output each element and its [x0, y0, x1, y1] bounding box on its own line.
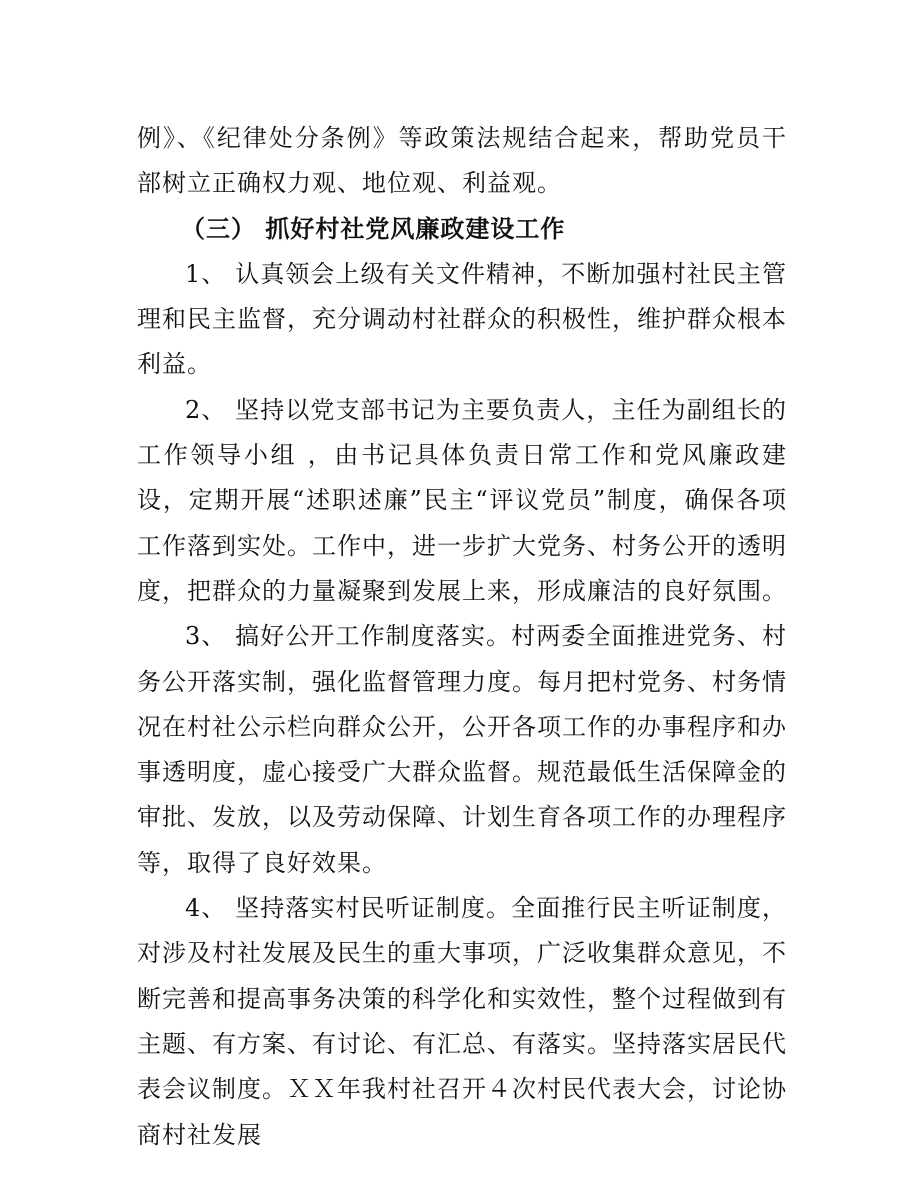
document-body	[137, 116, 787, 1158]
continuation-paragraph: 例》、《纪律处分条例》等政策法规结合起来，帮助党员干部树立正确权力观、地位观、利益观。	[137, 124, 787, 198]
paragraph-item-2: 2、 坚持以党支部书记为主要负责人，主任为副组长的工作领导小组 ，由书记具体负责日常工作和党风廉政建设，定期开展“述职述廉”民主“评议党员”制度，确保各项工作落到实处。工作中，进一步扩大党务、村务公开的透明度，把群众的力量凝聚到发展上来，形成廉洁的良好氛围。	[137, 395, 787, 605]
paragraph-item-1: 1、 认真领会上级有关文件精神，不断加强村社民主管理和民主监督，充分调动村社群众的积极性，维护群众根本利益。	[137, 259, 787, 379]
paragraph-item-3: 3、 搞好公开工作制度落实。村两委全面推进党务、村务公开落实制，强化监督管理力度。每月把村党务、村务情况在村社公示栏向群众公开，公开各项工作的办事程序和办事透明度，虚心接受广大群众监督。规范最低生活保障金的审批、发放，以及劳动保障、计划生育各项工作的办理程序等，取得了良好效果。	[137, 622, 787, 877]
section-heading: （三） 抓好村社党风廉政建设工作	[181, 214, 566, 243]
paragraph-item-4: 4、 坚持落实村民听证制度。全面推行民主听证制度，对涉及村社发展及民生的重大事项，广泛收集群众意见，不断完善和提高事务决策的科学化和实效性，整个过程做到有主题、有方案、有讨论、有汇总、有落实。坚持落实居民代表会议制度。ＸＸ年我村社召开４次村民代表大会，讨论协商村社发展	[137, 894, 787, 1149]
